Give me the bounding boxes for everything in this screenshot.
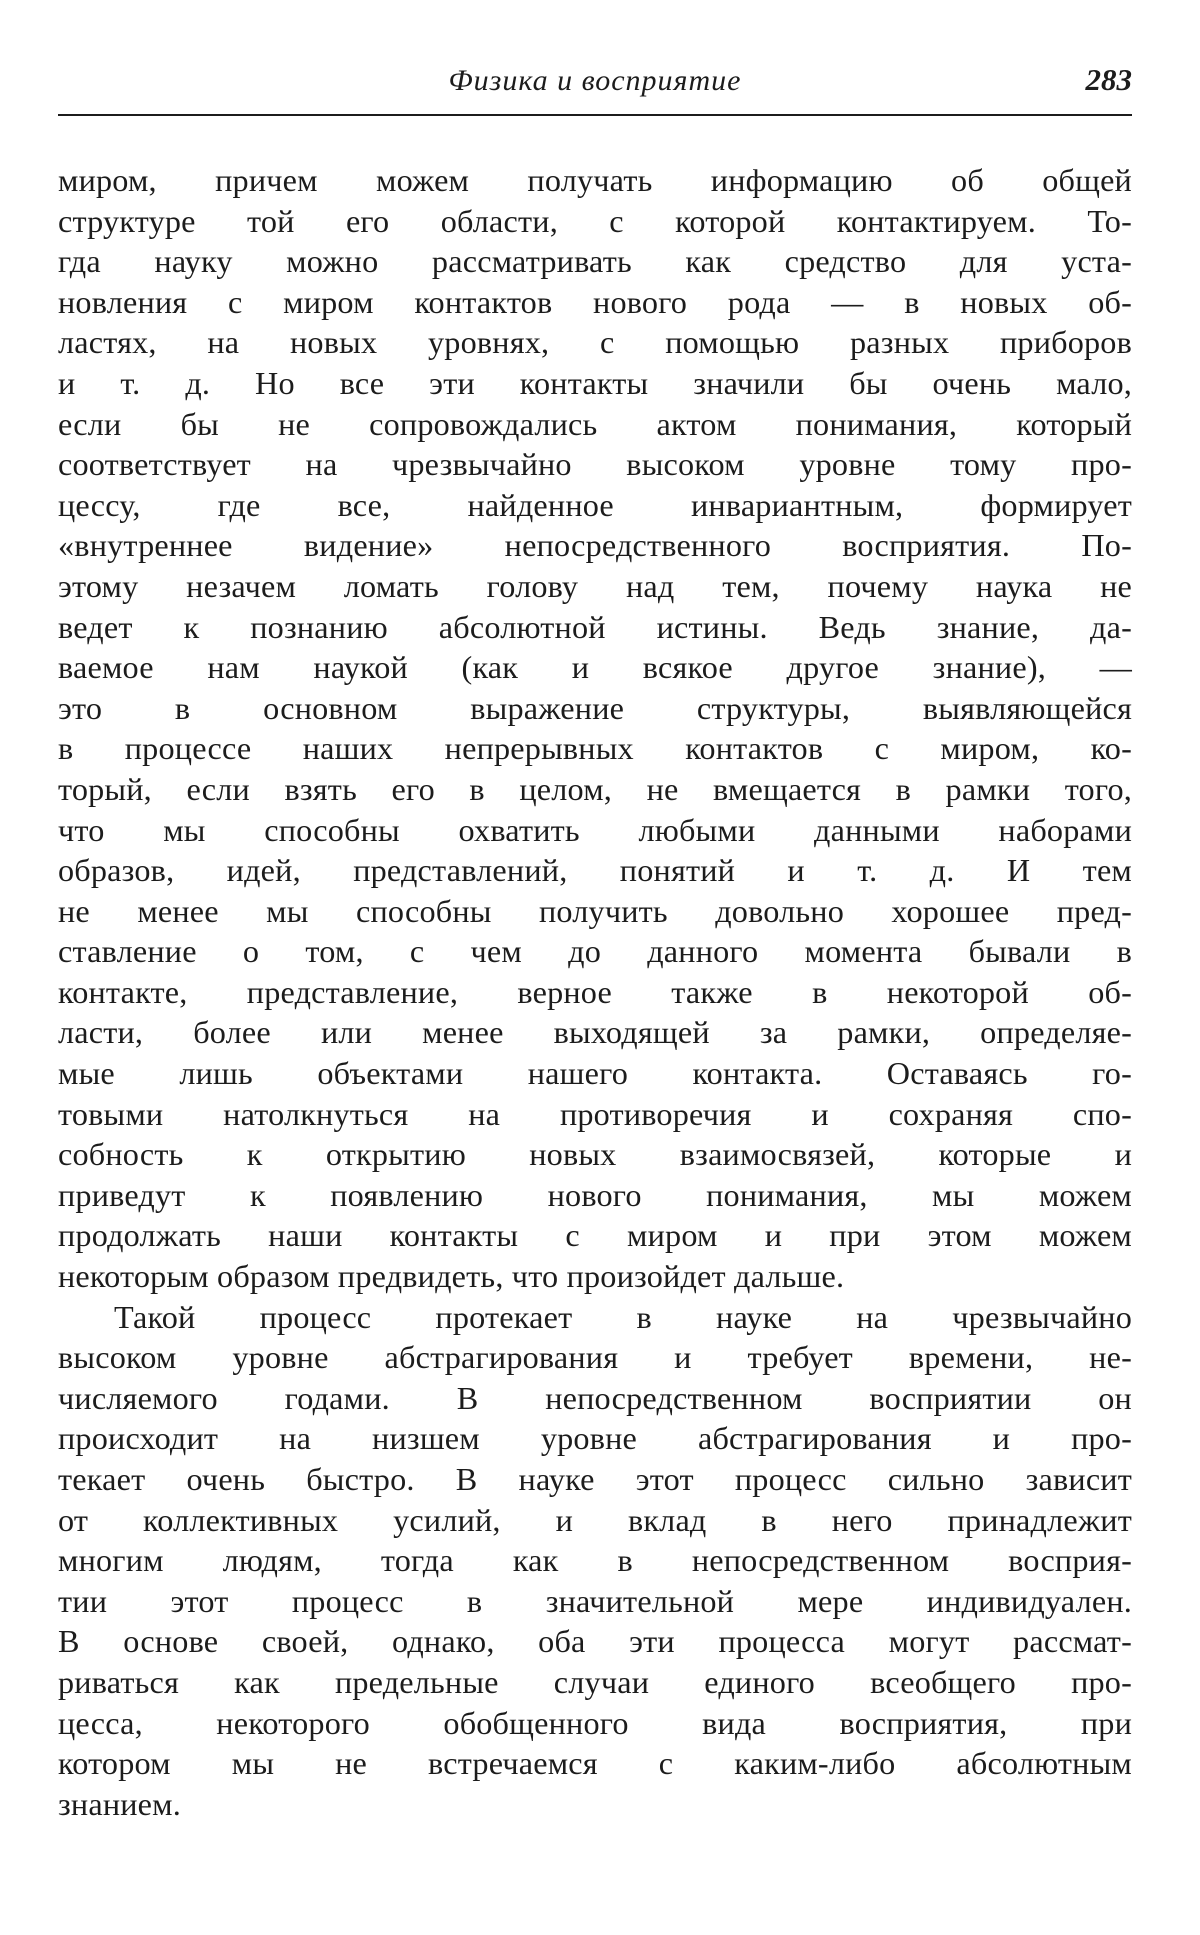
text-line: цессу, где все, найденное инвариантным, формирует [58,486,1132,523]
text-line: некоторым образом предвидеть, что произойдет дальше. [58,1258,845,1295]
text-line: торый, если взять его в целом, не вмещается в рамки того, [58,770,1132,807]
page-number: 283 [1085,62,1132,97]
text-line: цесса, некоторого обобщенного вида восприятия, при [58,1704,1132,1741]
body-text [58,160,1132,1824]
running-title: Физика и восприятие [448,64,742,97]
text-line: В основе своей, однако, оба эти процесса могут рассмат- [58,1623,1132,1660]
text-line: что мы способны охватить любыми данными наборами [58,811,1132,848]
text-line: знанием. [58,1785,181,1822]
book-page [58,60,1132,1822]
text-line: риваться как предельные случаи единого всеобщего про- [58,1663,1132,1700]
text-line: контакте, представление, верное также в некоторой об- [58,973,1132,1010]
text-line: ласти, более или менее выходящей за рамки, определяе- [58,1014,1132,1051]
text-line: высоком уровне абстрагирования и требует времени, не- [58,1339,1132,1376]
text-line: новления с миром контактов нового рода — в новых об- [58,283,1132,320]
text-line: котором мы не встречаемся с каким-либо абсолютным [58,1745,1132,1782]
text-line: это в основном выражение структуры, выявляющейся [58,689,1132,726]
text-line: соответствует на чрезвычайно высоком уровне тому про- [58,446,1132,483]
text-line: от коллективных усилий, и вклад в него принадлежит [58,1501,1132,1538]
text-line: числяемого годами. В непосредственном восприятии он [58,1379,1132,1416]
text-line: ставление о том, с чем до данного момента бывали в [58,933,1132,970]
text-line: мые лишь объектами нашего контакта. Оставаясь го- [58,1055,1132,1092]
text-line: если бы не сопровождались актом понимания, который [58,405,1132,442]
header-rule [58,114,1132,116]
text-line: Такой процесс протекает в науке на чрезвычайно [114,1298,1132,1335]
text-line: собность к открытию новых взаимосвязей, которые и [58,1136,1132,1173]
text-line: ведет к познанию абсолютной истины. Ведь знание, да- [58,608,1132,645]
text-line: товыми натолкнуться на противоречия и сохраняя спо- [58,1095,1132,1132]
text-line: ваемое нам наукой (как и всякое другое знание), — [58,649,1132,686]
text-line: текает очень быстро. В науке этот процесс сильно зависит [58,1461,1132,1497]
text-line: ластях, на новых уровнях, с помощью разных приборов [58,324,1132,361]
text-line: образов, идей, представлений, понятий и т. д. И тем [58,852,1132,889]
text-line: миром, причем можем получать информацию об общей [58,162,1132,198]
running-head [58,60,1132,112]
paragraph-1 [58,160,1132,1297]
text-line: в процессе наших непрерывных контактов с миром, ко- [58,730,1132,767]
text-line: этому незачем ломать голову над тем, почему наука не [58,567,1132,604]
text-line: происходит на низшем уровне абстрагирования и про- [58,1420,1132,1457]
text-line: приведут к появлению нового понимания, мы можем [58,1176,1132,1213]
text-line: многим людям, тогда как в непосредственном восприя- [58,1542,1132,1579]
text-line: и т. д. Но все эти контакты значили бы очень мало, [58,364,1132,401]
text-line: тии этот процесс в значительной мере индивидуален. [58,1582,1132,1619]
text-line: продолжать наши контакты с миром и при этом можем [58,1217,1132,1254]
text-line: гда науку можно рассматривать как средство для уста- [58,243,1132,280]
text-line: не менее мы способны получить довольно хорошее пред- [58,892,1132,929]
text-line: структуре той его области, с которой контактируем. То- [58,202,1132,239]
paragraph-2 [58,1297,1132,1825]
text-line: «внутреннее видение» непосредственного восприятия. По- [58,527,1132,564]
